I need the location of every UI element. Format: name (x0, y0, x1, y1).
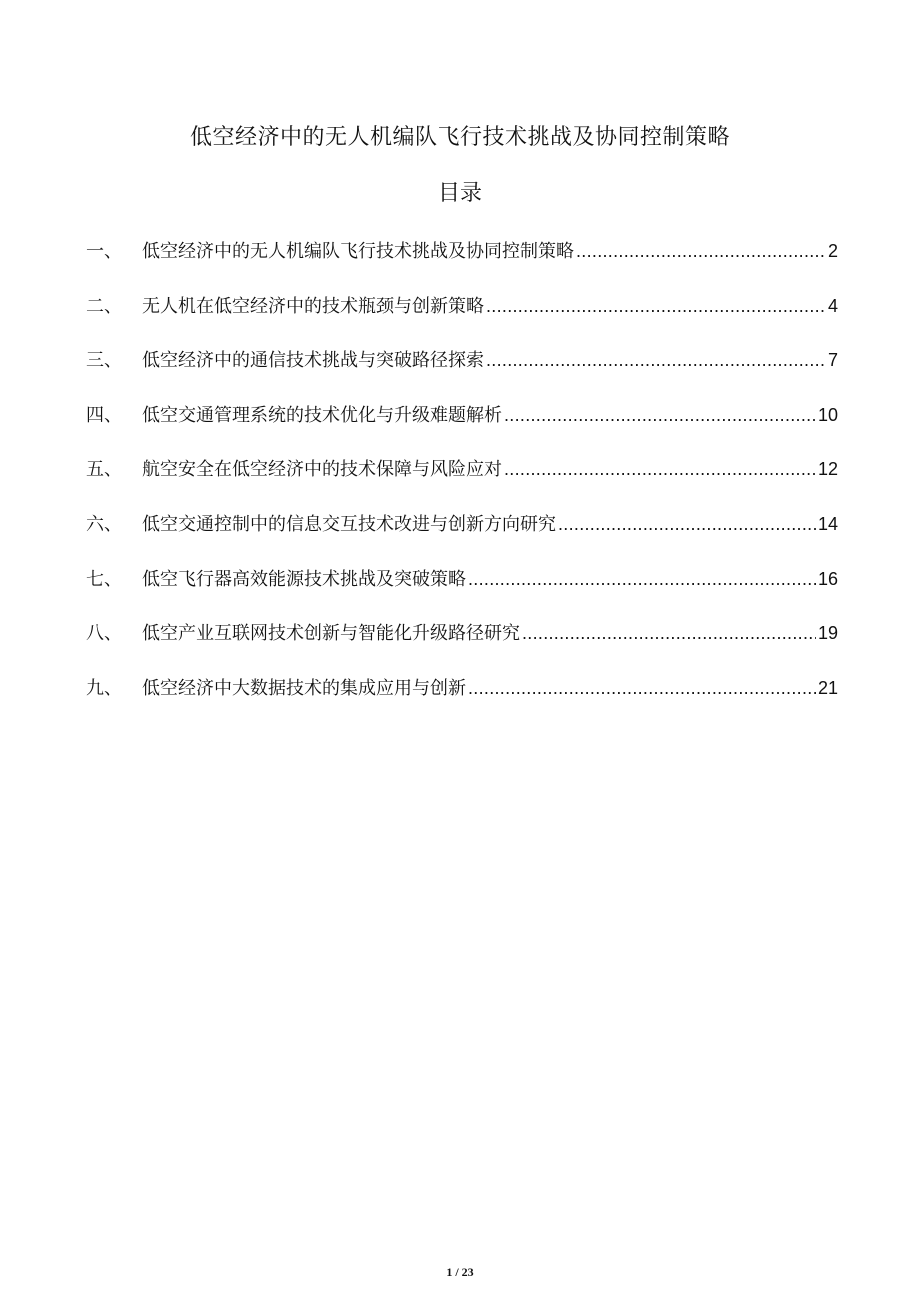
toc-dot-leader (576, 233, 826, 269)
toc-label: 无人机在低空经济中的技术瓶颈与创新策略 (142, 295, 484, 317)
toc-entry-2[interactable] (86, 288, 838, 343)
toc-entry-6[interactable] (86, 506, 838, 561)
toc-number: 四、 (86, 404, 122, 426)
toc-number: 三、 (86, 350, 122, 372)
toc-number: 七、 (86, 568, 122, 590)
toc-heading: 目录 (437, 181, 482, 206)
toc-dot-leader (504, 451, 816, 487)
toc-number: 二、 (86, 295, 122, 317)
toc-page-number: 14 (817, 513, 838, 534)
toc-page-number: 16 (817, 568, 838, 589)
toc-dot-leader (558, 506, 816, 542)
toc-label: 航空安全在低空经济中的技术保障与风险应对 (142, 459, 502, 481)
toc-label: 低空产业互联网技术创新与智能化升级路径研究 (142, 623, 520, 645)
toc-entry-8[interactable] (86, 615, 838, 670)
toc-entry-3[interactable] (86, 342, 838, 397)
toc-label: 低空飞行器高效能源技术挑战及突破策略 (142, 568, 466, 590)
toc-entry-1[interactable] (86, 233, 838, 288)
toc-label: 低空交通控制中的信息交互技术改进与创新方向研究 (142, 513, 556, 535)
page-number-footer: 1 / 23 (446, 1265, 474, 1279)
toc-entry-9[interactable] (86, 670, 838, 725)
toc-dot-leader (486, 288, 826, 324)
toc-label: 低空经济中的通信技术挑战与突破路径探索 (142, 350, 484, 372)
toc-entry-7[interactable] (86, 561, 838, 616)
toc-dot-leader (504, 397, 816, 433)
toc-label: 低空经济中大数据技术的集成应用与创新 (142, 677, 466, 699)
toc-number: 九、 (86, 677, 122, 699)
toc-label: 低空交通管理系统的技术优化与升级难题解析 (142, 404, 502, 426)
toc-entry-4[interactable] (86, 397, 838, 452)
toc-page-number: 2 (827, 241, 838, 261)
table-of-contents (86, 233, 838, 724)
toc-dot-leader (468, 670, 816, 706)
toc-number: 一、 (86, 241, 122, 262)
toc-page-number: 4 (827, 295, 838, 316)
toc-page-number: 12 (817, 459, 838, 480)
toc-number: 六、 (86, 513, 122, 535)
toc-page-number: 19 (817, 623, 838, 644)
toc-page-number: 7 (827, 350, 838, 371)
toc-page-number: 21 (817, 677, 838, 698)
toc-label: 低空经济中的无人机编队飞行技术挑战及协同控制策略 (142, 241, 574, 262)
toc-dot-leader (486, 342, 826, 378)
toc-dot-leader (522, 615, 816, 651)
toc-number: 五、 (86, 459, 122, 481)
toc-dot-leader (468, 561, 816, 597)
toc-number: 八、 (86, 623, 122, 645)
toc-page-number: 10 (817, 404, 838, 425)
toc-entry-5[interactable] (86, 451, 838, 506)
document-title: 低空经济中的无人机编队飞行技术挑战及协同控制策略 (189, 125, 730, 150)
